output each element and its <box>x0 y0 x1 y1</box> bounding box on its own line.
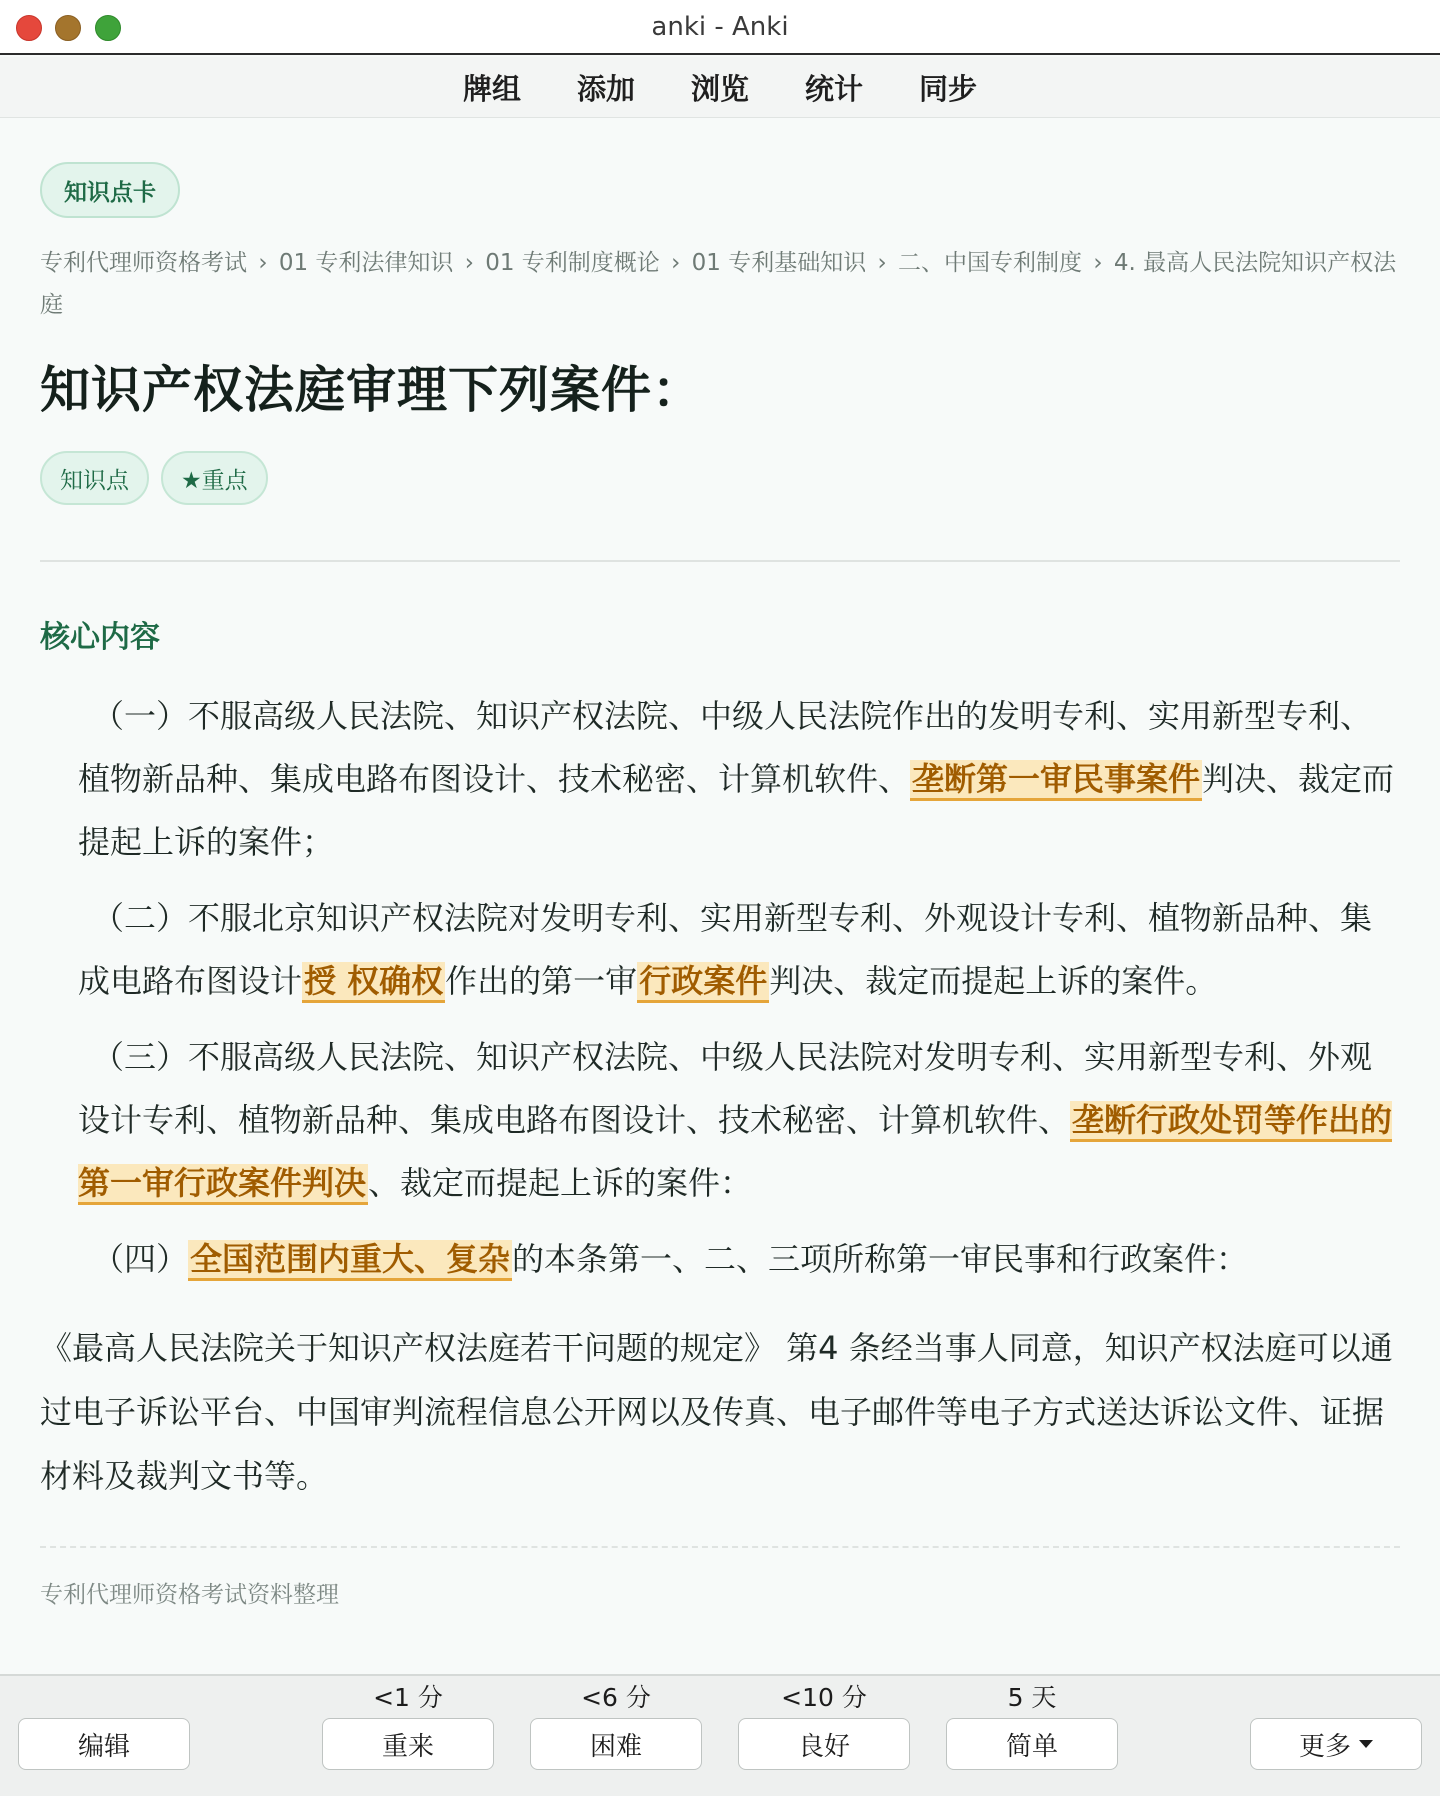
easy-button[interactable]: 简单 <box>946 1718 1118 1770</box>
item-text: 判决、裁定而提起上诉的案件。 <box>769 962 1218 1000</box>
breadcrumb-item: 01 专利制度概论 <box>485 250 660 276</box>
content-list <box>78 685 1400 1304</box>
hard-interval: <6 分 <box>581 1683 651 1712</box>
highlighted-text: 行政案件 <box>637 962 769 1003</box>
list-item <box>78 1026 1400 1215</box>
item-text: （三）不服高级人民法院、知识产权法院、中级人民法院对发明专利、实用新型专利、外观设计专利、植物新品种、集成电路布图设计、技术秘密、计算机软件、 <box>78 1038 1373 1139</box>
highlighted-text: 垄断行政处罚等作出的第一审行政案件判决 <box>78 1101 1392 1205</box>
item-text: （四） <box>92 1240 189 1278</box>
breadcrumb-separator: › <box>258 250 268 276</box>
edit-button[interactable]: 编辑 <box>18 1718 190 1770</box>
footer-note: 专利代理师资格考试资料整理 <box>40 1582 339 1608</box>
again-interval: <1 分 <box>373 1683 443 1712</box>
good-interval: <10 分 <box>781 1683 867 1712</box>
highlighted-text: 全国范围内重大、复杂 <box>188 1240 512 1281</box>
highlighted-text: 垄断第一审民事案件 <box>910 760 1202 801</box>
breadcrumb-item: 专利代理师资格考试 <box>40 250 247 276</box>
good-button[interactable]: 良好 <box>738 1718 910 1770</box>
hard-button[interactable]: 困难 <box>530 1718 702 1770</box>
breadcrumb-item: 01 专利基础知识 <box>691 250 867 276</box>
highlighted-text: 授 权确权 <box>302 962 445 1003</box>
item-text: （二）不服北京知识产权法院对发明专利、实用新型专利、外观设计专利、植物新品种、集成电路布图设计 <box>78 899 1373 1000</box>
regulation-note: 《最高人民法院关于知识产权法庭若干问题的规定》 第4 条经当事人同意，知识产权法庭可以通过电子诉讼平台、中国审判流程信息公开网以及传真、电子邮件等电子方式送达诉讼文件、证据材料及裁判文书等。 <box>40 1329 1393 1495</box>
toolbar-stats[interactable]: 统计 <box>805 71 864 106</box>
item-text: 的本条第一、二、三项所称第一审民事和行政案件： <box>512 1240 1249 1278</box>
list-item <box>78 887 1400 1013</box>
card-tags <box>40 451 268 505</box>
window-title: anki - Anki <box>651 12 789 42</box>
main-toolbar <box>0 57 1440 118</box>
tag-knowledge-point: 知识点 <box>40 451 149 505</box>
item-text: 、裁定而提起上诉的案件： <box>368 1164 753 1202</box>
again-button[interactable]: 重来 <box>322 1718 494 1770</box>
item-text: 作出的第一审 <box>445 962 638 1000</box>
toolbar-browse[interactable]: 浏览 <box>690 71 749 106</box>
easy-interval: 5 天 <box>1007 1683 1057 1712</box>
breadcrumb-item: 二、中国专利制度 <box>898 250 1083 276</box>
breadcrumb-separator: › <box>877 250 887 276</box>
breadcrumb-item: 4. 最高人民法院知识产权法庭 <box>40 250 1397 318</box>
breadcrumb-separator: › <box>464 250 474 276</box>
list-item <box>78 1228 1400 1291</box>
item-text: 判决、裁定而提起上诉的案件； <box>78 760 1395 861</box>
item-text: （一）不服高级人民法院、知识产权法院、中级人民法院作出的发明专利、实用新型专利、植物新品种、集成电路布图设计、技术秘密、计算机软件、 <box>78 697 1373 798</box>
card-type-badge: 知识点卡 <box>40 162 180 218</box>
caret-down-icon <box>1359 1740 1373 1748</box>
toolbar-decks[interactable]: 牌组 <box>462 71 521 106</box>
footer-divider <box>40 1546 1400 1548</box>
tag-key-point: ★重点 <box>161 451 268 505</box>
section-title: 核心内容 <box>40 620 160 655</box>
breadcrumb <box>40 242 1400 326</box>
title-bar <box>0 0 1440 55</box>
toolbar-add[interactable]: 添加 <box>576 71 635 106</box>
more-label: 更多 <box>1298 1731 1351 1762</box>
breadcrumb-separator: › <box>671 250 681 276</box>
answer-bar <box>0 1674 1440 1796</box>
section-divider <box>40 560 1400 562</box>
more-button[interactable] <box>1250 1718 1422 1770</box>
card-question: 知识产权法庭审理下列案件： <box>40 361 703 419</box>
breadcrumb-separator: › <box>1093 250 1103 276</box>
list-item <box>78 685 1400 874</box>
toolbar-sync[interactable]: 同步 <box>919 71 978 106</box>
breadcrumb-item: 01 专利法律知识 <box>278 250 454 276</box>
